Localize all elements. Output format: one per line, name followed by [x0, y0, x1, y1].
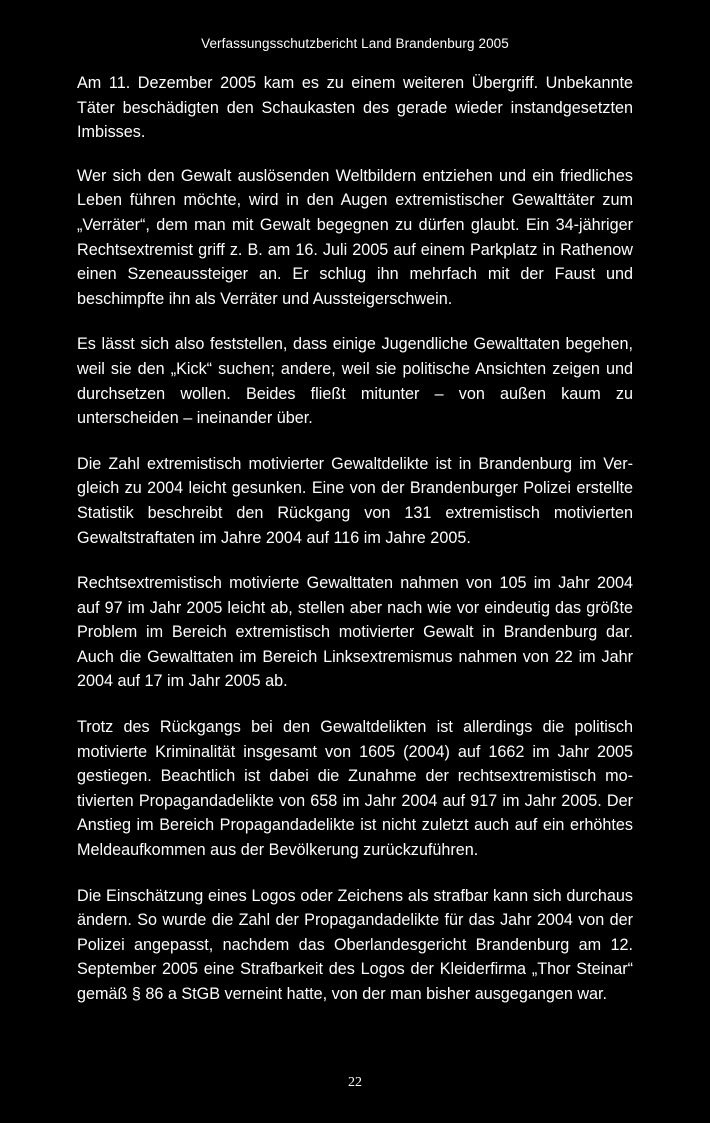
paragraph-6: Trotz des Rückgangs bei den Gewaltdelikten ist allerdings die politisch motivierte Kriminalität insgesamt von 1605 (2004) auf 1662 im Jahr 2005 gestiegen. Beachtlich ist dabei die Zunahme der rechtsextremistisch motivierten Propagandadelikte von 658 im Jahr 2004 auf 917 im Jahr 2005. Der Anstieg im Bereich Propagandadelikte ist nicht zuletzt auch auf ein erhöhtes Meldeaufkommen aus der Bevölkerung zurückzuführen. [77, 718, 633, 860]
paragraph-1: Am 11. Dezember 2005 kam es zu einem weiteren Übergriff. Unbekannte Täter beschädigten den Schaukasten des gerade wieder instandgesetzten Imbisses. [77, 74, 633, 142]
running-header: Verfassungsschutzbericht Land Brandenburg 2005 [201, 36, 509, 51]
body-text [77, 71, 633, 1027]
paragraph-3: Es lässt sich also feststellen, dass einige Jugendliche Gewalttaten begehen, weil sie den „Kick“ suchen; andere, weil sie politische Ansichten zeigen und durchsetzen wollen. Beides fließt mitunter – von außen kaum zu unterscheiden – ineinander über. [77, 335, 633, 428]
paragraph-7: Die Einschätzung eines Logos oder Zeichens als strafbar kann sich durchaus ändern. So wurde die Zahl der Propagandadelikte für das Jahr 2004 von der Polizei angepasst, nachdem das Oberlandesgericht Brandenburg am 12. September 2005 eine Strafbarkeit des Logos der Kleiderfirma „Thor Steinar“ gemäß § 86 a StGB verneint hatte, von der man bisher ausgegangen war. [77, 886, 633, 1003]
page-number: 22 [348, 1075, 362, 1090]
paragraph-2: Wer sich den Gewalt auslösenden Weltbildern entziehen und ein friedliches Leben führen möchte, wird in den Augen extremistischer Gewalttäter zum „Verräter“, dem man mit Gewalt begegnen zu dürfen glaubt. Ein 34-jähriger Rechtsextremist griff z. B. am 16. Juli 2005 auf einem Parkplatz in Rathenow einen Szeneaussteiger an. Er schlug ihn mehrfach mit der Faust und beschimpfte ihn als Verräter und Aussteigerschwein. [77, 166, 633, 308]
paragraph-5: Rechtsextremistisch motivierte Gewalttaten nahmen von 105 im Jahr 2004 auf 97 im Jahr 2005 leicht ab, stellen aber nach wie vor eindeutig das größte Problem im Bereich extremistisch motivierter Gewalt in Brandenburg dar. Auch die Gewalttaten im Bereich Linksextremismus nahmen von 22 im Jahr 2004 auf 17 im Jahr 2005 ab. [77, 574, 633, 691]
paragraph-4: Die Zahl extremistisch motivierter Gewaltdelikte ist in Brandenburg im Vergleich zu 2004 leicht gesunken. Eine von der Brandenburger Polizei erstellte Statistik beschreibt den Rückgang von 131 extremistisch motivierten Gewaltstraftaten im Jahre 2004 auf 116 im Jahre 2005. [77, 454, 633, 547]
